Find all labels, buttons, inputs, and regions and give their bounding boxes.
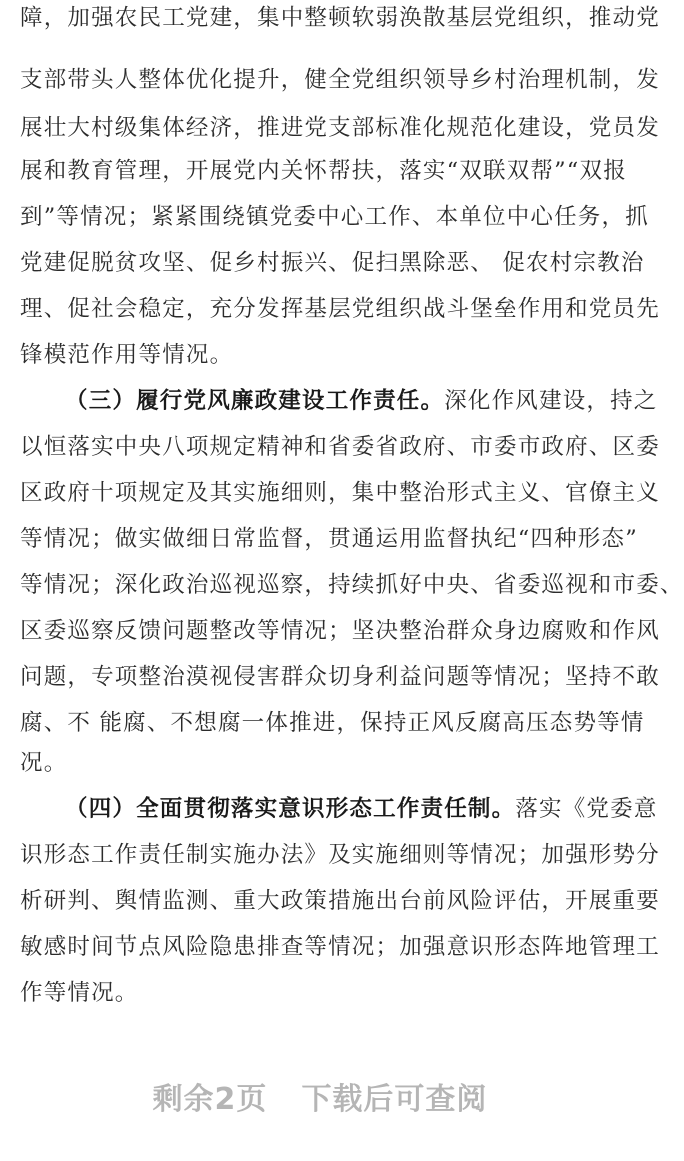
section-4-heading: （四）全面贯彻落实意识形态工作责任制。	[65, 796, 516, 822]
text-line: 敏感时间节点风险隐患排查等情况；加强意识形态阵地管理工	[20, 934, 660, 960]
section-4-first-line	[20, 794, 658, 824]
text-line: 支部带头人整体优化提升，健全党组织领导乡村治理机制，发	[20, 67, 660, 93]
section-3-first-line	[20, 386, 658, 416]
text-line: 以恒落实中央八项规定精神和省委省政府、市委市政府、区委	[20, 434, 660, 460]
remaining-pages-label[interactable]: 剩余2页	[152, 1082, 268, 1117]
text-line: 析研判、舆情监测、重大政策措施出台前风险评估，开展重要	[20, 888, 660, 914]
section-3-first-tail: 深化作风建设，持之	[444, 388, 658, 414]
text-line: 区委巡察反馈问题整改等情况；坚决整治群众身边腐败和作风	[20, 618, 660, 644]
section-4-first-tail: 落实《党委意	[515, 796, 658, 822]
text-line: 锋模范作用等情况。	[20, 342, 234, 368]
section-3-heading: （三）履行党风廉政建设工作责任。	[65, 388, 445, 414]
text-line: 党建促脱贫攻坚、促乡村振兴、促扫黑除恶、 促农村宗教治	[20, 250, 645, 276]
download-to-view-label[interactable]: 下载后可查阅	[301, 1082, 488, 1117]
text-line: 展壮大村级集体经济，推进党支部标准化规范化建设，党员发	[20, 115, 660, 141]
text-line: 腐、不 能腐、不想腐一体推进，保持正风反腐高压态势等情	[20, 710, 645, 736]
text-line: 障，加强农民工党建，集中整顿软弱涣散基层党组织，推动党	[20, 5, 660, 31]
text-line: 理、促社会稳定，充分发挥基层党组织战斗堡垒作用和党员先	[20, 296, 660, 322]
text-line: 作等情况。	[20, 980, 139, 1006]
text-line: 况。	[20, 750, 68, 776]
download-prompt[interactable]	[0, 1080, 640, 1120]
text-line: 等情况；做实做细日常监督，贯通运用监督执纪“四种形态”	[20, 526, 638, 552]
text-line: 问题，专项整治漠视侵害群众切身利益问题等情况；坚持不敢	[20, 664, 660, 690]
text-line: 识形态工作责任制实施办法》及实施细则等情况；加强形势分	[20, 842, 660, 868]
text-line: 展和教育管理，开展党内关怀帮扶，落实“双联双帮”“双报	[20, 158, 627, 184]
text-line: 区政府十项规定及其实施细则，集中整治形式主义、官僚主义	[20, 480, 660, 506]
text-line: 等情况；深化政治巡视巡察，持续抓好中央、省委巡视和市委、	[20, 572, 684, 598]
text-line: 到”等情况；紧紧围绕镇党委中心工作、本单位中心任务，抓	[20, 204, 649, 230]
